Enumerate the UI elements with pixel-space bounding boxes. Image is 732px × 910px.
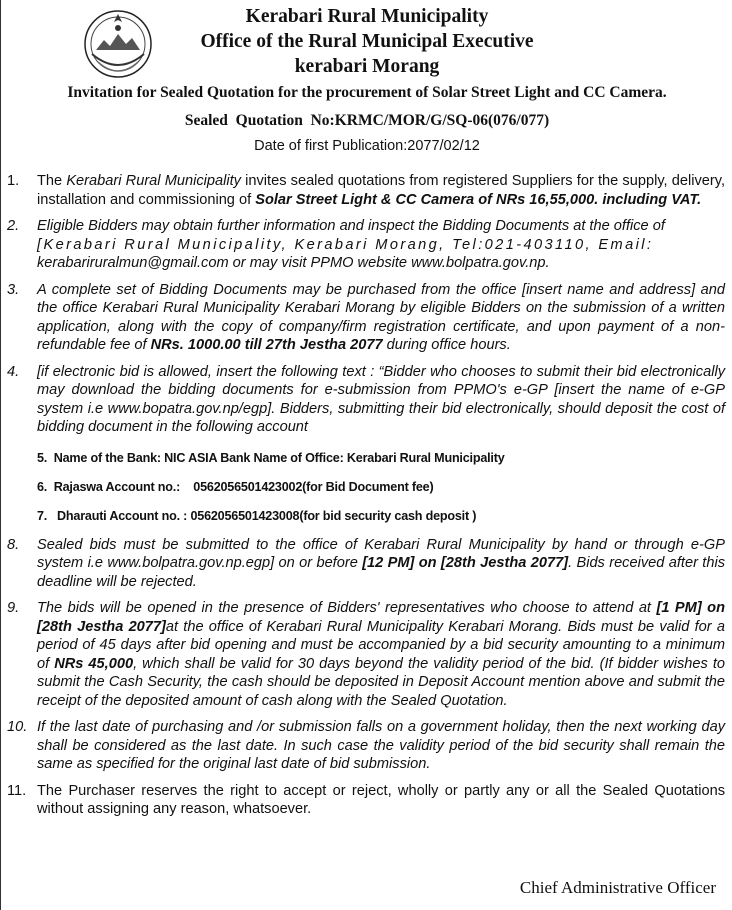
item-number: 9. [7,600,20,616]
notice-body [7,172,725,827]
notice-header [1,4,732,156]
list-item: 1. The Kerabari Rural Municipality invites sealed quotations from registered Suppliers for the supply, delivery, installation and commissioning of Solar Street Light & CC Camera of NRs 16,55,000. including VAT. [7,173,726,208]
list-item: 11. The Purchaser reserves the right to accept or reject, wholly or partly any or all the Sealed Quotations without assigning any reason, whatsoever. [7,782,725,817]
list-item: 8. Sealed bids must be submitted to the office of Kerabari Rural Municipality by hand or through e-GP system i.e www.bolpatra.gov.np.egp] on or before [12 PM] on [28th Jestha 2077]. Bids received after this deadline will be rejected. [7,536,725,590]
publication-date: Date of first Publication:2077/02/12 [254,138,480,154]
item-number: 10. [7,719,28,735]
office-subtitle: Office of the Rural Municipal Executive [200,31,534,52]
item-number: 8. [7,536,20,553]
rajaswa-account: 6. Rajaswa Account no.: 0562056501423002(for Bid Document fee) [37,479,434,494]
list-item: 10. If the last date of purchasing and /or submission falls on a government holiday, then the next working day shall be considered as the last date. In such case the validity period of the bid security shall remain the same as specified for the original last date of bid submission. [7,719,725,772]
quotation-number: Sealed Quotation No:KRMC/MOR/G/SQ-06(076/077) [184,112,550,129]
item-number: 2. [7,218,20,234]
list-item: 9. The bids will be opened in the presence of Bidders' representatives who choose to attend at [1 PM] on [28th Jestha 2077]at the office of Kerabari Rural Municipality Kerabari Morang. Bids must be valid for a period of 45 days after bid opening and must be accompanied by a bid security amounting to a minimum of NRs 45,000, which shall be valid for 30 days beyond the validity period of the bid. (If bidder wishes to submit the Cash Security, the cash should be deposited in Deposit Account mention above and submit the receipt of the deposited amount of cash along with the Sealed Quotation. [7,600,725,709]
office-location: kerabari Morang [294,56,440,77]
invitation-title: Invitation for Sealed Quotation for the procurement of Solar Street Light and CC Camera. [67,84,667,101]
item-number: 11. [7,782,27,799]
office-name: Kerabari Rural Municipality [245,6,489,27]
dharauti-account: 7. Dharauti Account no. : 0562056501423008(for bid security cash deposit ) [37,508,477,523]
bank-name: 5. Name of the Bank: NIC ASIA Bank Name of Office: Kerabari Rural Municipality [37,450,505,465]
list-item: 4. [if electronic bid is allowed, insert the following text : “Bidder who chooses to submit their bid electronically may download the bidding documents for e-submission from PPMO's e-GP [insert the name of e-GP system i.e www.bopatra.gov.np/egp]. Bidders, submitting their bid electronically, should deposit the cost of bidding document in the following account [7,363,725,435]
signature-title: Chief Administrative Officer [519,878,716,897]
item-number: 4. [7,363,20,380]
list-item: 3. A complete set of Bidding Documents may be purchased from the office [insert name and address] and the office Kerabari Rural Municipality Kerabari Morang by eligible Bidders on the submission of a written application, along with the copy of company/firm registration certificate, and upon payment of a non-refundable fee of NRs. 1000.00 till 27th Jestha 2077 during office hours. [7,281,725,353]
item-number: 1. [7,173,20,189]
item-number: 3. [7,281,20,298]
list-item: 2. Eligible Bidders may obtain further information and inspect the Bidding Documents at the office of [Kerabari Rural Municipality, Kerabari Morang, Tel:021-403110, Email: kerabariruralmun@gmail.com or may visit PPMO website www.bolpatra.gov.np. [7,218,665,271]
